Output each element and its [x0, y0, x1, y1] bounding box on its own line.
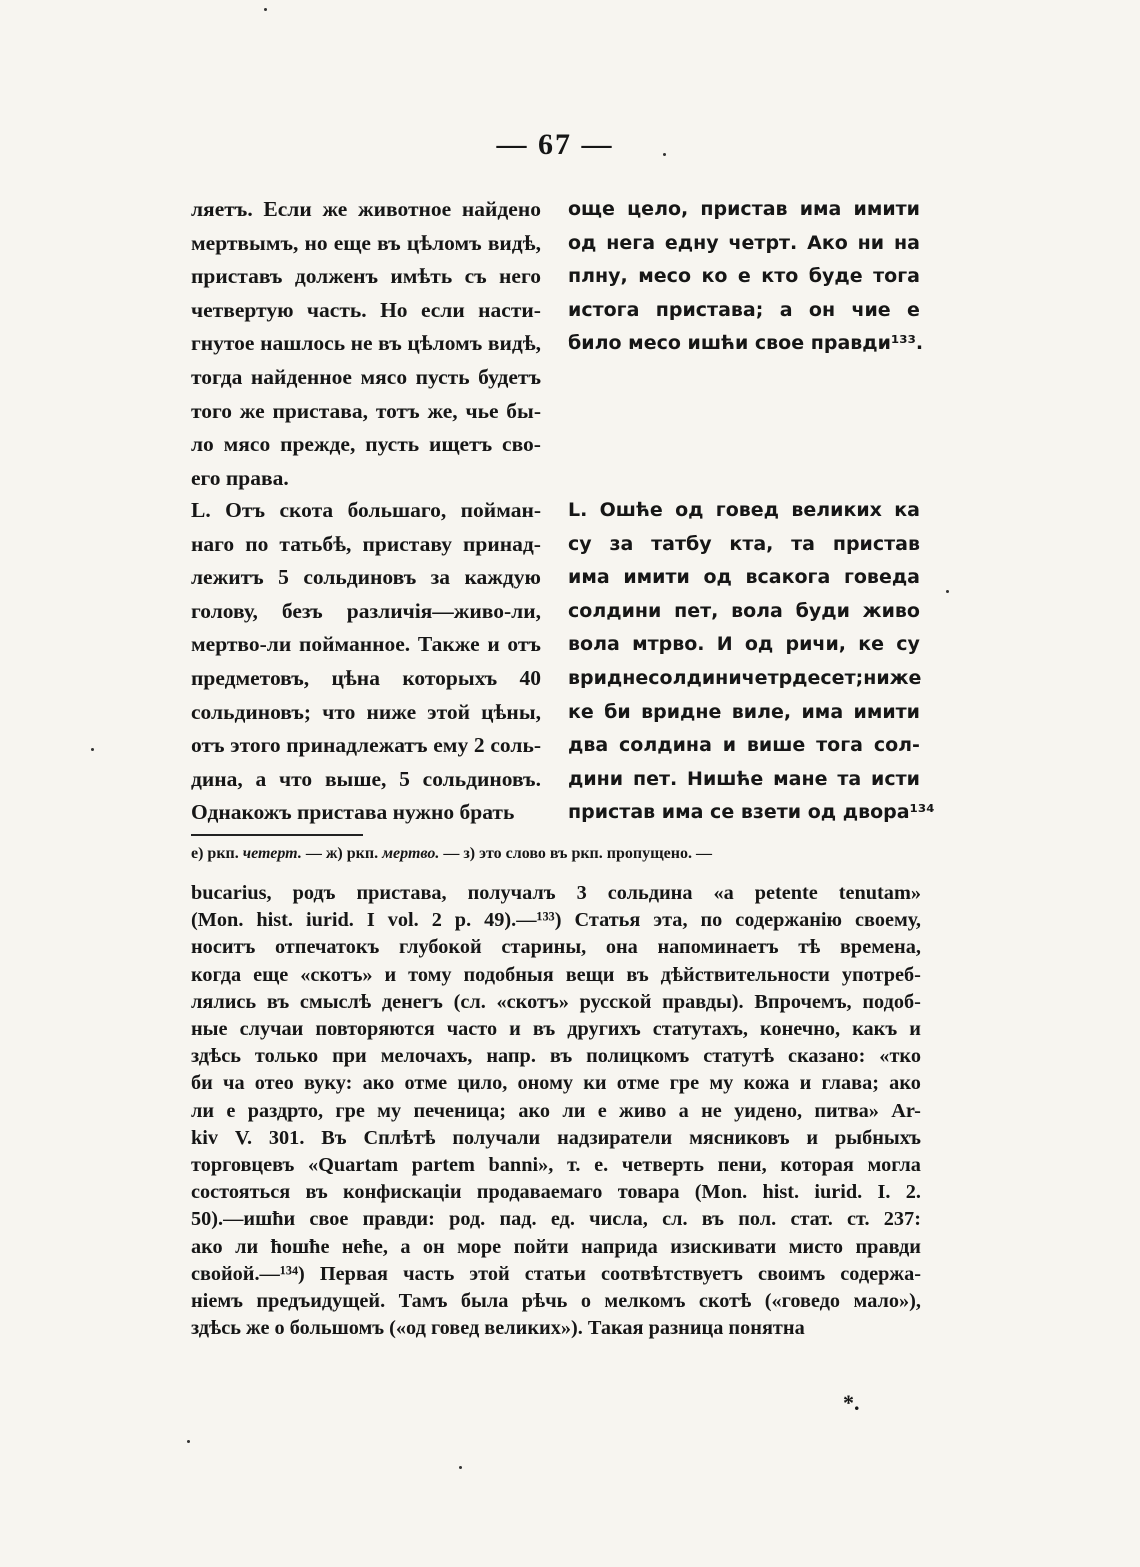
text-line: ло мясо прежде, пусть ищетъ сво- [191, 432, 541, 457]
note-line: когда еще «скотъ» и тому подобныя вещи въ дѣйствительности употреб- [191, 963, 921, 986]
text-line: отъ этого принадлежатъ ему 2 соль- [191, 733, 541, 758]
note-line: торговцевъ «Quartam partem banni», т. е. четверть пени, которая могла [191, 1154, 921, 1177]
text-line: Однакожъ пристава нужно брать [191, 800, 515, 825]
right-column-bottom [568, 494, 935, 830]
note-line: ако ли ћошће неће, а он море пойти наприда изискивати мисто правди [191, 1235, 921, 1258]
scan-speck [663, 153, 666, 156]
scan-speck [946, 590, 949, 593]
scan-speck [264, 8, 267, 11]
text-line: ке би вридне виле, има имити [568, 700, 920, 723]
note-line: здѣсь же о большомъ («од говед великих»). Такая разница понятна [191, 1317, 805, 1340]
text-line: вридне солдини четрдесет; ниже [568, 666, 922, 689]
text-line: того же пристава, тотъ же, чье бы- [191, 398, 541, 423]
scan-speck [187, 1440, 190, 1443]
text-line: его права. [191, 465, 289, 490]
text-line: плну, месо ко е кто буде тога [568, 265, 920, 288]
note-line: состояться въ конфискаціи продаваемаго товара (Mon. hist. iurid. I. 2. [191, 1181, 921, 1204]
text-line: истога пристава; а он чие е [568, 298, 920, 321]
left-column-top [191, 193, 541, 495]
right-column-top [568, 193, 924, 361]
text-line: пристав има се взети од двора¹³⁴ [568, 801, 935, 824]
text-line: вола мтрво. И од ричи, ке су [568, 633, 920, 656]
variant-e-text: четерт. [242, 845, 302, 862]
text-line: мертво-ли пойманное. Также и отъ [191, 632, 541, 657]
footnote-rule [191, 834, 363, 836]
text-line: два солдина и више тога сол- [568, 734, 920, 757]
note-line: здѣсь только при мелочахъ, напр. въ полицкомъ статутѣ сказано: «тко [191, 1045, 921, 1068]
text-line: дини пет. Нишће мане та исти [568, 767, 920, 790]
scan-speck [459, 1466, 462, 1469]
note-line: (Mon. hist. iurid. I vol. 2 p. 49).—¹³³) Статья эта, по содержанію своему, [191, 909, 921, 932]
text-line: мертвымъ, но еще въ цѣломъ видѣ, [191, 230, 541, 255]
scan-speck [91, 748, 94, 751]
page-number: — 67 — [496, 128, 614, 161]
note-line: bucarius, родъ пристава, получалъ 3 сольдина «a petente tenutam» [191, 882, 921, 904]
text-line: лежитъ 5 сольдиновъ за каждую [191, 565, 541, 590]
variant-z-text: это слово въ ркп. пропущено. — [479, 845, 712, 862]
text-line: тогда найденное мясо пусть будетъ [191, 364, 541, 389]
text-line: още цело, пристав има имити [568, 198, 920, 220]
note-line: ніемъ предъидущей. Тамъ была рѣчь о мелкомъ скотѣ («говедо мало»), [191, 1290, 921, 1313]
variant-zh-text: мертво. [382, 845, 440, 862]
text-line: су за татбу кта, та пристав [568, 532, 920, 555]
text-line: солдини пет, вола буди живо [568, 599, 920, 622]
text-line: приставъ долженъ имѣть съ него [191, 264, 541, 289]
note-line: носитъ отпечатокъ глубокой старины, она напоминаетъ тѣ времена, [191, 936, 921, 959]
note-line: свойой.—¹³⁴) Первая часть этой статьи соотвѣтствуетъ своимъ содержа- [191, 1262, 921, 1285]
text-line: од нега едну четрт. Ако ни на [568, 231, 920, 254]
text-line: било месо ишћи свое правди¹³³. [568, 332, 924, 355]
variant-readings [191, 845, 921, 863]
text-line: L. Отъ скота большаго, пойман- [191, 498, 541, 522]
text-line: гнутое нашлось не въ цѣломъ видѣ, [191, 331, 541, 356]
text-line: ляетъ. Если же животное найдено [191, 197, 541, 221]
note-line: ные случаи повторяются часто и въ другихъ статутахъ, конечно, какъ и [191, 1018, 921, 1041]
note-line: ли е раздрто, гре му печеница; ако ли е живо а не уидено, питва» Ar- [191, 1099, 921, 1122]
note-line: kiv V. 301. Въ Сплѣтѣ получали надзиратели мясниковъ и рыбныхъ [191, 1126, 921, 1149]
text-line: четвертую часть. Но если насти- [191, 297, 541, 322]
left-column-bottom [191, 494, 541, 830]
note-line: би ча отео вуку: ако отме цило, оному ки отме гре му кожа и глава; ако [191, 1072, 921, 1095]
text-line: L. Ошће од говед великих ка [568, 499, 920, 521]
signature-mark: *. [843, 1390, 860, 1415]
variant-z-label: — з) [443, 845, 476, 862]
text-line: има имити од всакога говеда [568, 566, 920, 589]
variant-zh-label: — ж) ркп. [305, 845, 379, 862]
text-line: дина, а что выше, 5 сольдиновъ. [191, 766, 541, 791]
text-line: голову, безъ различія—живо-ли, [191, 598, 541, 623]
commentary-notes [191, 880, 921, 1342]
text-line: предметовъ, цѣна которыхъ 40 [191, 665, 541, 690]
note-line: лялись въ смыслѣ денегъ (сл. «скотъ» русской правды). Впрочемъ, подоб- [191, 990, 921, 1013]
note-line: 50).—ишћи свое правди: род. пад. ед. числа, сл. въ пол. стат. ст. 237: [191, 1208, 921, 1231]
variant-e-label: е) ркп. [191, 845, 239, 862]
text-line: наго по татьбѣ, приставу принад- [191, 531, 541, 556]
text-line: сольдиновъ; что ниже этой цѣны, [191, 699, 541, 724]
